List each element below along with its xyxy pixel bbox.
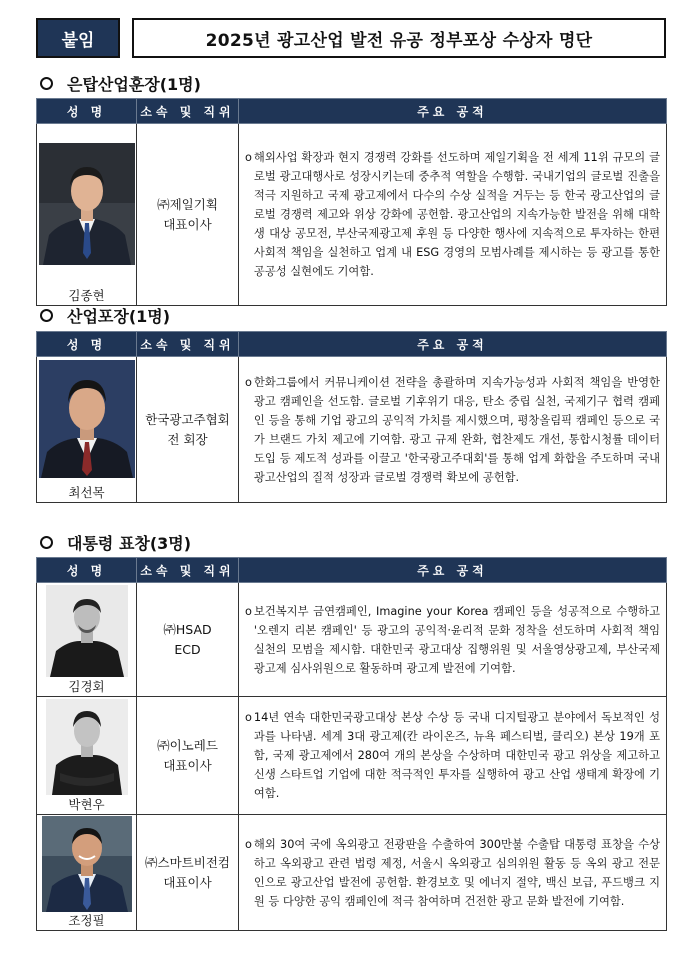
column-header-affiliation: 소속 및 직위 — [137, 99, 239, 124]
name-cell — [37, 357, 137, 503]
section-title-text: 은탑산업훈장(1명) — [67, 75, 201, 94]
portrait-photo — [46, 585, 128, 677]
merit-cell — [239, 697, 667, 815]
circle-bullet-icon — [40, 536, 53, 549]
award-table-presidential-citation — [36, 557, 667, 931]
award-table-silver-tower — [36, 98, 667, 306]
affiliation-cell — [137, 357, 239, 503]
table-row — [37, 357, 667, 503]
organization: ㈜HSAD — [163, 621, 212, 637]
section-title-industry-medal — [40, 304, 170, 327]
awardee-name: 박현우 — [68, 797, 105, 812]
awardee-name: 최선목 — [68, 485, 105, 500]
merit-text: 해외사업 확장과 현지 경쟁력 강화를 선도하며 제일기획을 전 세계 11위 규모의 글로벌 광고대행사로 성장시키는데 중추적 역할을 수행함. 국내기업의 글로벌 진출을 적극 지원하고 국제 광고제에서 다수의 수상 실적을 거두는 등 한국 광고산업의 글로벌 경쟁력 제고와 위상 강화에 공헌함. 광고산업의 지속가능한 발전을 위해 대학생 대상 공모전, 부산국제광고제 후원 등 다양한 행사에 지속적으로 투자하는 한편 사회적 책임을 실천하고 업계 내 ESG 경영의 모범사례를 제시하는 등 광고를 통한 공공성 실현에도 기여함. — [253, 151, 660, 278]
merit-cell — [239, 815, 667, 931]
column-header-name: 성 명 — [37, 99, 137, 124]
merit-cell — [239, 124, 667, 306]
merit-cell — [239, 583, 667, 697]
merit-text: 14년 연속 대한민국광고대상 본상 수상 등 국내 디지털광고 분야에서 독보적인 성과를 나타냄. 세계 3대 광고제(칸 라이온즈, 뉴욕 페스티벌, 클리오) 본상 19개 포함, 국제 광고제에서 280여 개의 본상을 수상하며 대한민국 광고 위상을 제고하고 신생 스타트업 기업에 대한 적극적인 투자를 실행하여 광고 산업 생태계 확장에 기여함. — [253, 711, 660, 800]
awardee-name: 조정필 — [68, 913, 105, 928]
organization: ㈜스마트비전컴 — [145, 854, 230, 870]
position: 대표이사 — [163, 216, 212, 232]
table-row — [37, 697, 667, 815]
portrait-photo — [39, 143, 135, 265]
column-header-affiliation: 소속 및 직위 — [137, 558, 239, 583]
section-title-text: 대통령 표창(3명) — [67, 534, 192, 553]
section-title-presidential-citation — [40, 531, 191, 554]
awardee-name: 김경회 — [68, 679, 105, 694]
name-cell — [37, 697, 137, 815]
table-header-row — [37, 558, 667, 583]
column-header-name: 성 명 — [37, 558, 137, 583]
circle-bullet-icon — [40, 77, 53, 90]
affiliation-cell — [137, 815, 239, 931]
table-row — [37, 815, 667, 931]
table-header-row — [37, 99, 667, 124]
portrait-photo — [42, 816, 132, 912]
bullet-mark: o — [245, 375, 252, 389]
document-title: 2025년 광고산업 발전 유공 정부포상 수상자 명단 — [132, 18, 666, 58]
position: 전 회장 — [167, 431, 208, 447]
name-cell — [37, 124, 137, 306]
name-cell — [37, 815, 137, 931]
organization: 한국광고주협회 — [145, 411, 230, 427]
table-row — [37, 124, 667, 306]
portrait-photo — [39, 360, 135, 478]
affiliation-cell — [137, 697, 239, 815]
position: ECD — [174, 641, 201, 657]
column-header-merit: 주요 공적 — [239, 332, 667, 357]
section-title-text: 산업포장(1명) — [67, 307, 171, 326]
position: 대표이사 — [163, 874, 212, 890]
bullet-mark: o — [245, 604, 252, 618]
table-header-row — [37, 332, 667, 357]
column-header-merit: 주요 공적 — [239, 99, 667, 124]
name-cell — [37, 583, 137, 697]
position: 대표이사 — [163, 757, 212, 773]
bullet-mark: o — [245, 837, 252, 851]
merit-text: 한화그룹에서 커뮤니케이션 전략을 총괄하며 지속가능성과 사회적 책임을 반영한 광고 캠페인을 선도함. 글로벌 기후위기 대응, 탄소 중립 실천, 국제기구 협력 캠페인 등을 통해 기업 광고의 공익적 가치를 제시했으며, 평창올림픽 캠페인 등으로 국가 브랜드 가치 제고에 기여함. 광고 규제 완화, 협찬제도 개선, 통합시청률 데이터 도입 등 제도적 성과를 이끌고 '한국광고주대회'를 통해 업계 화합을 주도하며 국내 광고산업의 질적 성장과 글로벌 경쟁력 확보에 공헌함. — [253, 375, 660, 484]
merit-text: 해외 30여 국에 옥외광고 전광판을 수출하여 300만불 수출탑 대통령 표창을 수상하고 옥외광고 관련 법령 제정, 서울시 옥외광고 심의위원 활동 등 옥외 광고 전문인으로 광고산업 발전에 공헌함. 환경보호 및 에너지 절약, 백신 보급, 푸드뱅크 지원 등 다양한 공익 캠페인에 적극 참여하며 건전한 광고 문화 발전에 기여함. — [253, 837, 660, 908]
circle-bullet-icon — [40, 309, 53, 322]
document-header — [36, 18, 666, 58]
column-header-name: 성 명 — [37, 332, 137, 357]
affiliation-cell — [137, 583, 239, 697]
attachment-badge: 붙임 — [36, 18, 120, 58]
merit-text: 보건복지부 금연캠페인, Imagine your Korea 캠페인 등을 성공적으로 수행하고 '오렌지 리본 캠페인' 등 광고의 공익적·윤리적 문화 정착을 선도하며 사회적 책임 실천의 모범을 제시함. 대한민국 광고대상 집행위원 및 서울영상광고제, 부산국제광고제 심사위원으로 활동하며 광고계 발전에 기여함. — [253, 604, 660, 675]
awardee-name: 김종현 — [68, 288, 105, 303]
column-header-merit: 주요 공적 — [239, 558, 667, 583]
section-title-silver-tower — [40, 72, 201, 95]
bullet-mark: o — [245, 711, 252, 724]
organization: ㈜이노레드 — [157, 737, 218, 753]
organization: ㈜제일기획 — [157, 196, 218, 212]
table-row — [37, 583, 667, 697]
merit-cell — [239, 357, 667, 503]
award-table-industry-medal — [36, 331, 667, 503]
affiliation-cell — [137, 124, 239, 306]
column-header-affiliation: 소속 및 직위 — [137, 332, 239, 357]
portrait-photo — [46, 699, 128, 795]
bullet-mark: o — [245, 151, 252, 164]
